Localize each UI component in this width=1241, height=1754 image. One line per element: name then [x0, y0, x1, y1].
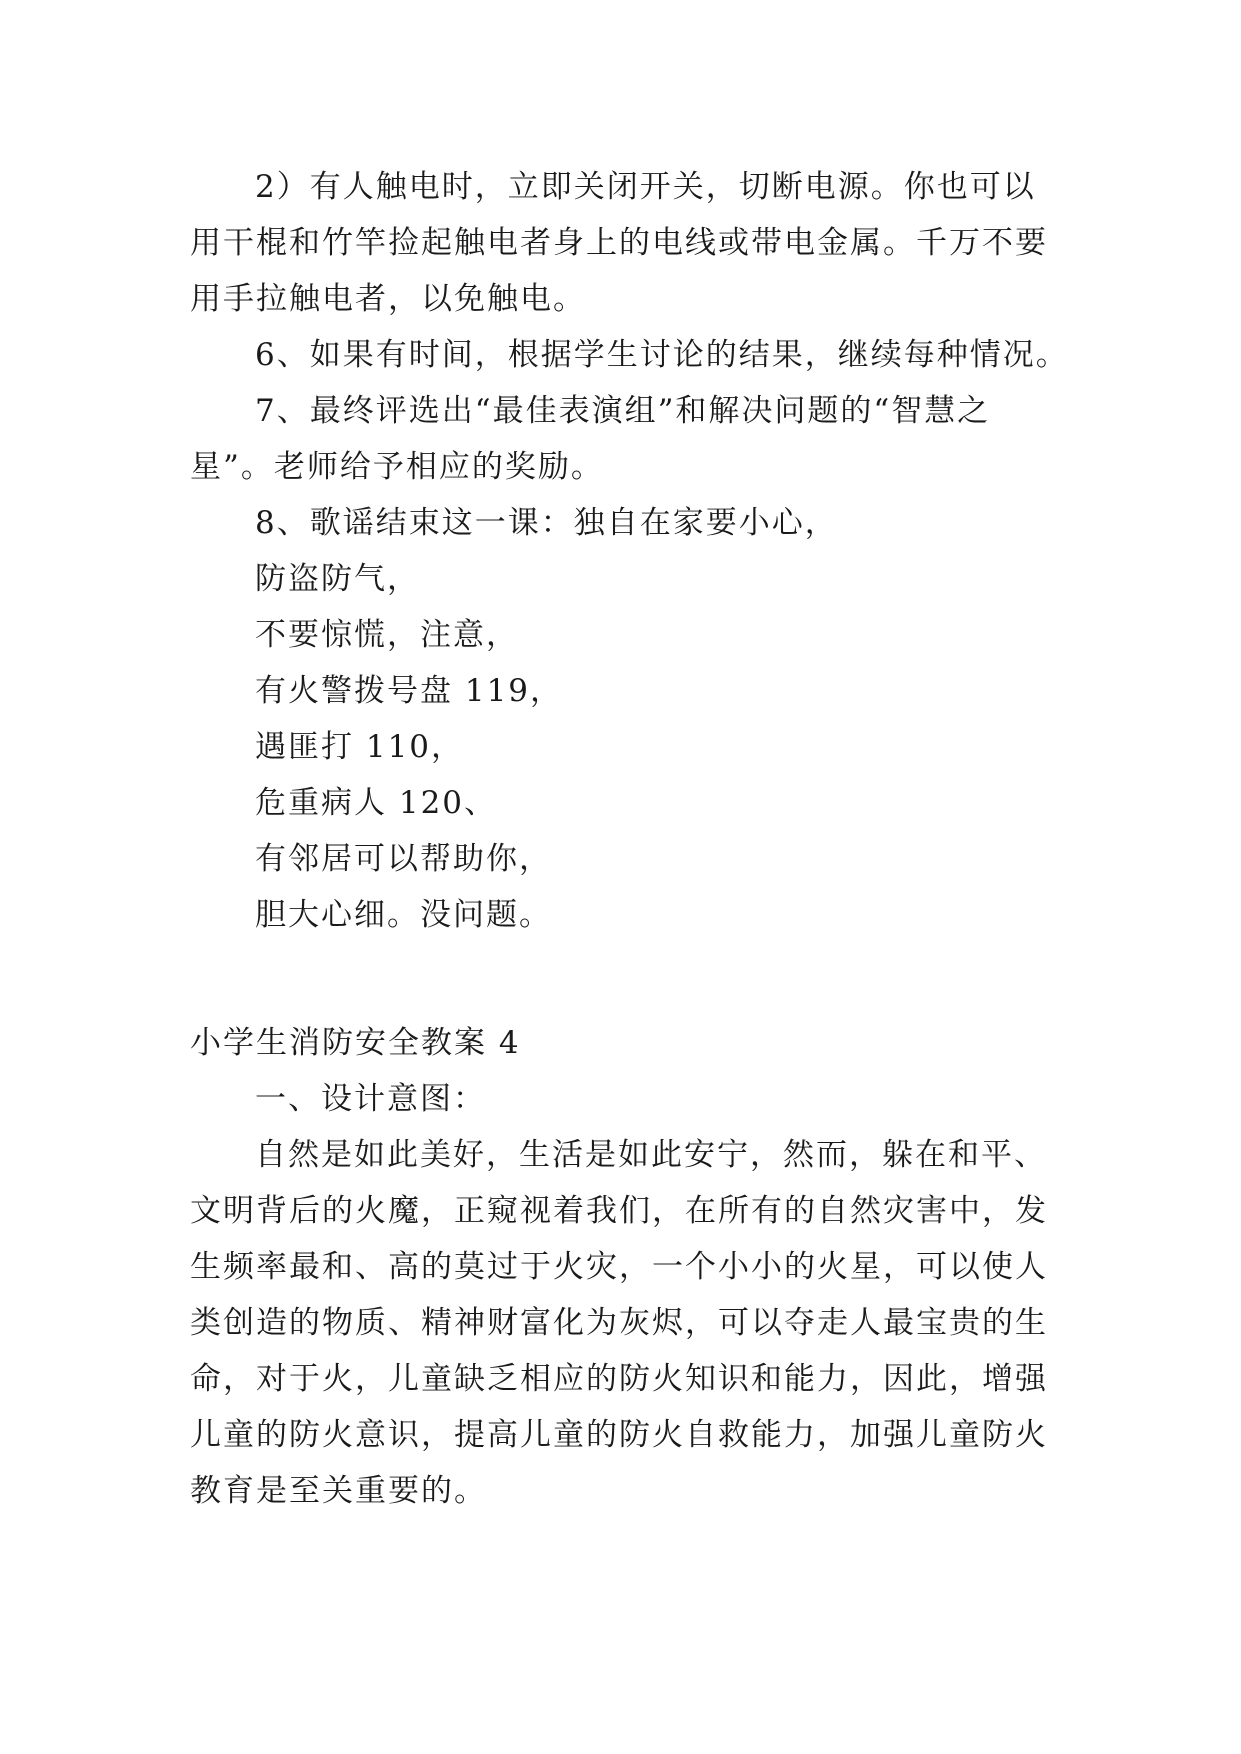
song-line: 胆大心细。没问题。	[255, 897, 552, 933]
song-line: 防盗防气，	[255, 561, 420, 597]
song-line: 不要惊慌，注意，	[255, 617, 519, 653]
paragraph-line: 儿童的防火意识，提高儿童的防火自救能力，加强儿童防火	[190, 1417, 1048, 1453]
paragraph-line: 用干棍和竹竿捡起触电者身上的电线或带电金属。千万不要	[190, 225, 1048, 261]
paragraph-line: 用手拉触电者，以免触电。	[190, 281, 586, 317]
list-item-7: 7、最终评选出“最佳表演组”和解决问题的“智慧之	[255, 393, 991, 429]
paragraph-line: 生频率最和、高的莫过于火灾，一个小小的火星，可以使人	[190, 1249, 1048, 1285]
paragraph-line: 教育是至关重要的。	[190, 1473, 487, 1509]
song-line: 有邻居可以帮助你，	[255, 841, 552, 877]
paragraph-line: 文明背后的火魔，正窥视着我们，在所有的自然灾害中，发	[190, 1193, 1048, 1229]
song-line: 遇匪打 110，	[255, 729, 465, 765]
section-title: 小学生消防安全教案 4	[190, 1025, 521, 1061]
paragraph-line: 自然是如此美好，生活是如此安宁，然而，躲在和平、	[255, 1137, 1047, 1173]
list-item-8: 8、歌谣结束这一课：独自在家要小心，	[255, 505, 838, 541]
subheading: 一、设计意图：	[255, 1081, 486, 1117]
paragraph-line: 2）有人触电时，立即关闭开关，切断电源。你也可以	[255, 169, 1036, 205]
list-item-6: 6、如果有时间，根据学生讨论的结果，继续每种情况。	[255, 337, 1069, 373]
paragraph-line: 类创造的物质、精神财富化为灰烬，可以夺走人最宝贵的生	[190, 1305, 1048, 1341]
song-line: 危重病人 120、	[255, 785, 498, 821]
list-item-7-continued: 星”。老师给予相应的奖励。	[190, 449, 604, 485]
paragraph-line: 命，对于火，儿童缺乏相应的防火知识和能力，因此，增强	[190, 1361, 1048, 1397]
song-line: 有火警拨号盘 119，	[255, 673, 564, 709]
